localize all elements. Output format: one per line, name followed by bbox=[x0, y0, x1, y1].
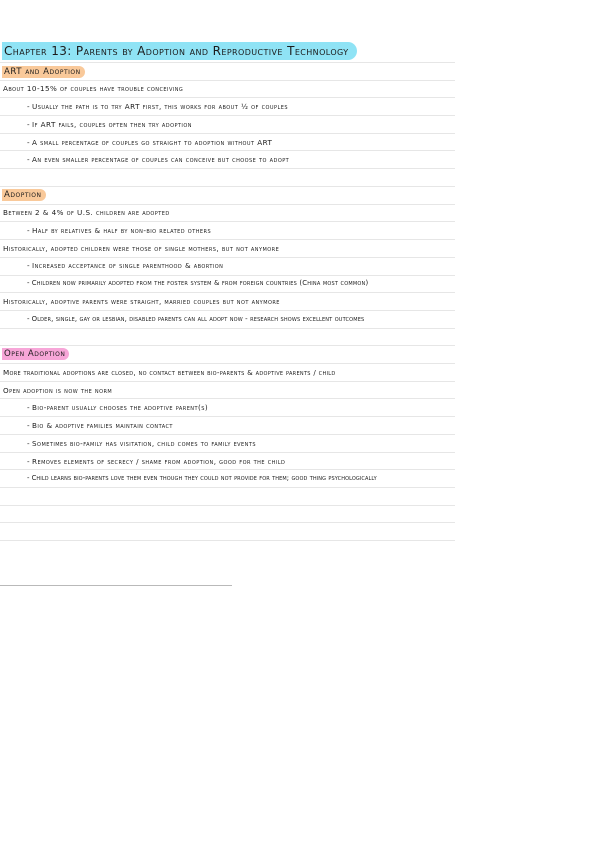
dash-bullet-icon: - bbox=[27, 155, 31, 164]
note-line bbox=[3, 386, 112, 395]
dash-bullet-icon: - bbox=[27, 474, 30, 482]
note-text: Open adoption is now the norm bbox=[3, 386, 113, 395]
note-line bbox=[27, 457, 285, 466]
ruled-line bbox=[0, 221, 455, 222]
note-text: Bio & adoptive families maintain contact bbox=[32, 421, 173, 430]
note-text: Historically, adoptive parents were straight, married couples but not anymore bbox=[3, 297, 280, 306]
dash-bullet-icon: - bbox=[27, 439, 31, 448]
note-text: An even smaller percentage of couples can conceive but choose to adopt bbox=[32, 155, 290, 164]
note-text: Historically, adopted children were those of single mothers, but not anymore bbox=[3, 244, 280, 253]
dash-bullet-icon: - bbox=[27, 261, 31, 270]
page-title bbox=[2, 42, 357, 60]
ruled-line bbox=[0, 469, 455, 470]
ruled-line bbox=[0, 505, 455, 506]
note-line bbox=[27, 474, 377, 482]
dash-bullet-icon: - bbox=[27, 279, 30, 287]
note-text: Child learns bio-parents love them even though they could not provide for them; good thing psychologically bbox=[31, 474, 377, 482]
dash-bullet-icon: - bbox=[27, 102, 31, 111]
section-heading-adoption: Adoption bbox=[2, 189, 46, 201]
ruled-line bbox=[0, 363, 455, 364]
note-line bbox=[3, 368, 336, 377]
ruled-line bbox=[0, 97, 455, 98]
ruled-line bbox=[0, 133, 455, 134]
ruled-line bbox=[0, 186, 455, 187]
ruled-line bbox=[0, 62, 455, 63]
note-line bbox=[27, 421, 173, 430]
ruled-line bbox=[0, 80, 455, 81]
note-line bbox=[27, 138, 272, 147]
dash-bullet-icon: - bbox=[27, 457, 31, 466]
dash-bullet-icon: - bbox=[27, 120, 31, 129]
note-line bbox=[27, 261, 223, 270]
ruled-line bbox=[0, 416, 455, 417]
ruled-line bbox=[0, 434, 455, 435]
ruled-line bbox=[0, 328, 455, 329]
note-line bbox=[27, 315, 364, 323]
ruled-line bbox=[0, 345, 455, 346]
note-line bbox=[27, 226, 211, 235]
page-title-text: Chapter 13: Parents by Adoption and Reproductive Technology bbox=[4, 44, 349, 58]
section-heading-art-and-adoption: ART and Adoption bbox=[2, 66, 85, 78]
dash-bullet-icon: - bbox=[27, 403, 31, 412]
dash-bullet-icon: - bbox=[27, 315, 30, 323]
note-line bbox=[27, 439, 256, 448]
ruled-line bbox=[0, 522, 455, 523]
note-line bbox=[27, 279, 368, 287]
note-text: Usually the path is to try ART first, this works for about ½ of couples bbox=[32, 102, 288, 111]
note-text: Older, single, gay or lesbian, disabled parents can all adopt now - research shows excellent outcomes bbox=[31, 315, 365, 323]
note-text: A small percentage of couples go straight to adoption without ART bbox=[32, 138, 273, 147]
note-text: Children now primarily adopted from the foster system & from foreign countries (China most common) bbox=[31, 279, 369, 287]
ruled-line bbox=[0, 452, 455, 453]
note-text: Half by relatives & half by non-bio related others bbox=[32, 226, 212, 235]
note-text: Between 2 & 4% of U.S. children are adopted bbox=[3, 208, 170, 217]
ruled-line bbox=[0, 204, 455, 205]
note-line bbox=[3, 208, 170, 217]
note-line bbox=[3, 84, 183, 93]
ruled-line bbox=[0, 257, 455, 258]
note-text: Sometimes bio-family has visitation, child comes to family events bbox=[32, 439, 256, 448]
ruled-line bbox=[0, 115, 455, 116]
ruled-line bbox=[0, 168, 455, 169]
ruled-line bbox=[0, 398, 455, 399]
note-line bbox=[3, 244, 279, 253]
ruled-line bbox=[0, 540, 455, 541]
note-text: Removes elements of secrecy / shame from adoption, good for the child bbox=[32, 457, 286, 466]
section-heading-open-adoption: Open Adoption bbox=[2, 348, 69, 360]
ruled-line bbox=[0, 487, 455, 488]
note-text: Increased acceptance of single parenthood & abortion bbox=[32, 261, 224, 270]
ruled-line bbox=[0, 381, 455, 382]
note-text: If ART fails, couples often then try adoption bbox=[32, 120, 192, 129]
note-text: About 10-15% of couples have trouble conceiving bbox=[3, 84, 184, 93]
ruled-line bbox=[0, 239, 455, 240]
note-text: More traditional adoptions are closed, no contact between bio-parents & adoptive parents / child bbox=[3, 368, 336, 377]
note-line bbox=[27, 102, 288, 111]
dash-bullet-icon: - bbox=[27, 421, 31, 430]
ruled-line bbox=[0, 292, 455, 293]
ruled-line bbox=[0, 150, 455, 151]
note-line bbox=[3, 297, 280, 306]
note-text: Bio-parent usually chooses the adoptive parent(s) bbox=[32, 403, 209, 412]
footer-divider bbox=[0, 585, 232, 586]
note-line bbox=[27, 403, 208, 412]
ruled-line bbox=[0, 310, 455, 311]
note-line bbox=[27, 120, 192, 129]
dash-bullet-icon: - bbox=[27, 226, 31, 235]
dash-bullet-icon: - bbox=[27, 138, 31, 147]
ruled-line bbox=[0, 275, 455, 276]
note-line bbox=[27, 155, 289, 164]
